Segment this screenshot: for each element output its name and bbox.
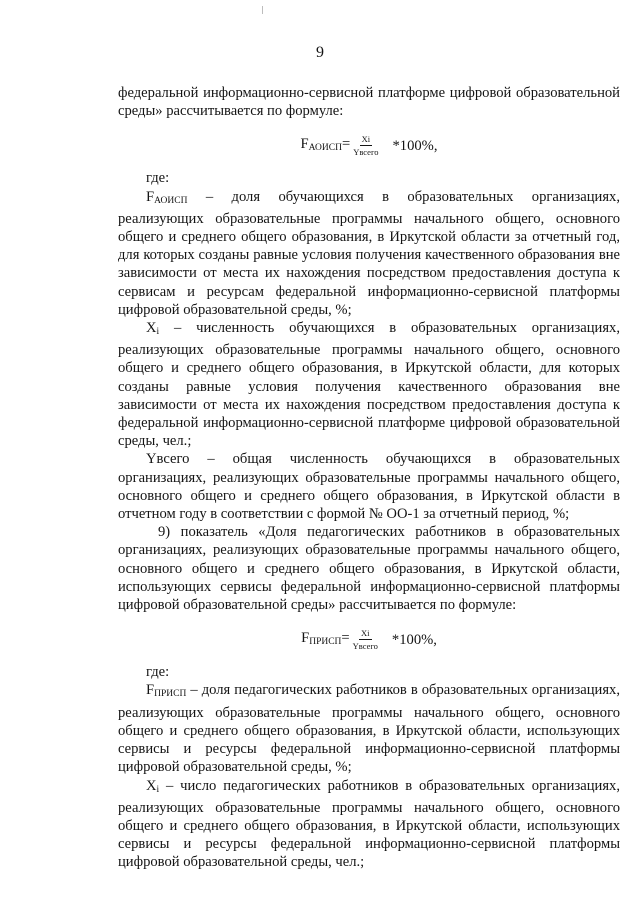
definition-y-total: Yвсего – общая численность обучающихся в образовательных организациях, реализующих образовательные программы начального общего, основного общего и среднего общего образования, в Иркутской области в отчетном году в соответствии с формой № ОО-1 за отчетный период, %; [118,451,620,523]
definition-f-prisp [118,681,620,776]
formula-prisp [118,628,620,651]
formula-multiplier: *100%, [391,631,437,648]
definition-symbol: X [146,320,157,337]
formula-multiplier: *100%, [392,137,438,154]
formula-equals: = [341,135,351,152]
fraction-numerator: Xi [361,628,370,639]
formula-fraction [351,134,380,157]
definition-symbol: F [146,188,155,205]
fraction-denominator: Yвсего [352,641,378,652]
fraction-numerator: Xi [361,134,371,145]
formula-lhs [301,629,350,651]
formula-subscript: ПРИСП [309,636,342,647]
scan-mark [262,6,263,14]
formula-lhs [301,135,351,157]
formula-aoisp [118,134,620,157]
definition-xi [118,319,620,450]
intro-paragraph: федеральной информационно-сервисной платформе цифровой образовательной среды» рассчитывается по формуле: [118,85,620,120]
definition-text: – доля обучающихся в образовательных организациях, реализующих образовательные программы начального общего, основного общего и среднего общего образования, в Иркутской области за отчетный год, для которых созданы равные условия получения качественного образования вне зависимости от места их нахождения посредством предоставления доступа к сервисам и ресурсам федеральной информационно-сервисной платформы цифровой образовательной среды, %; [118,188,620,318]
document-body [118,84,620,872]
definition-xi-teachers [118,777,620,872]
page-number: 9 [316,44,324,61]
definition-subscript: АОИСП [154,195,188,206]
definition-f-aoisp [118,188,620,319]
definition-symbol: X [146,777,157,794]
definition-symbol: F [146,682,155,699]
definition-subscript: i [156,327,160,338]
formula-equals: = [341,629,350,646]
formula-symbol: F [300,135,309,152]
formula-subscript: АОИСП [308,142,342,153]
definition-text: – доля педагогических работников в образовательных организациях, реализующих образовательные программы начального общего, основного общего и среднего общего образования, в Иркутской области, использующих сервисы и ресурсы федеральной информационно-сервисной платформы цифровой образовательной среды, %; [118,682,620,776]
definition-text: – численность обучающихся в образовательных организациях, реализующих образовательные программы начального общего, основного общего и среднего общего образования, в Иркутской области, для которых созданы равные условия получения качественного образования вне зависимости от места их нахождения посредством предоставления доступа к федеральной информационно-сервисной платформе цифровой образовательной среды, чел.; [118,320,620,450]
where-label: где: [146,170,170,187]
definition-text: – число педагогических работников в образовательных организациях, реализующих образовательные программы начального общего, основного общего и среднего общего образования, в Иркутской области, использующих сервисы и ресурсы федеральной информационно-сервисной платформы цифровой образовательной среды, чел.; [118,777,620,871]
item-9-paragraph: 9) показатель «Доля педагогических работников в образовательных организациях, реализующих образовательные программы начального общего, основного общего и среднего общего образования, в Иркутской области, использующих сервисы федеральной информационно-сервисной платформы цифровой образовательной среды» рассчитывается по формуле: [118,524,620,614]
formula-fraction [351,628,380,651]
definition-subscript: i [156,784,160,795]
where-label: где: [146,664,170,681]
formula-symbol: F [301,629,310,646]
fraction-denominator: Yвсего [353,147,379,158]
definition-subscript: ПРИСП [154,689,187,700]
